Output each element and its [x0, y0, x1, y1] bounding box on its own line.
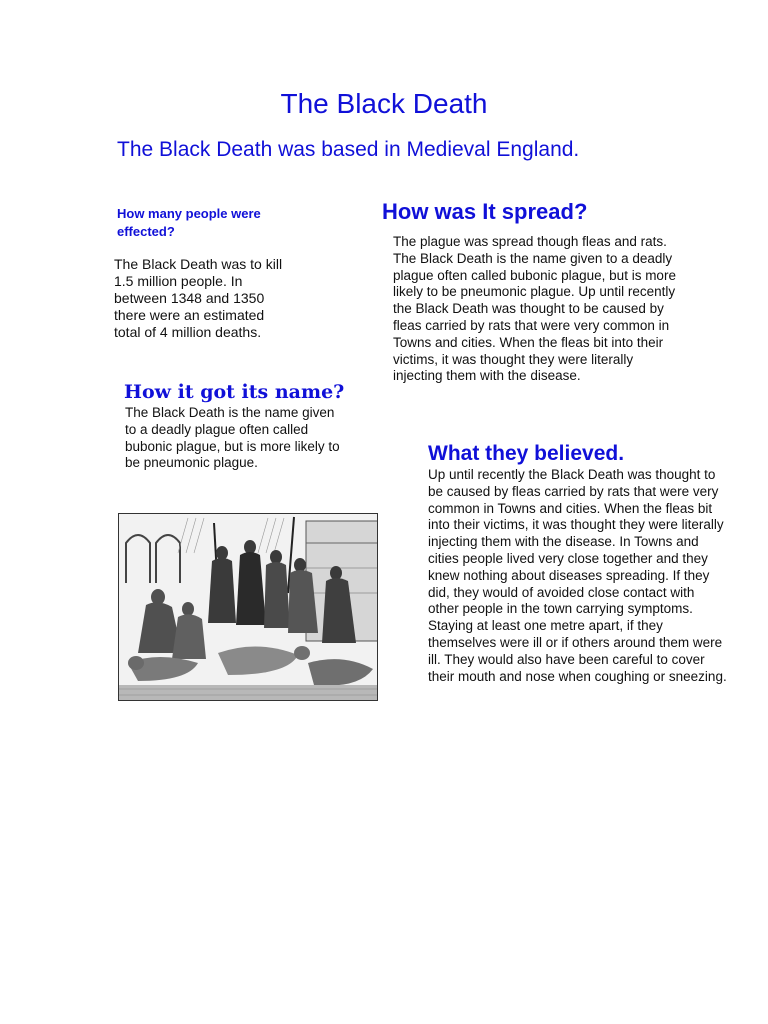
name-origin-heading: How it got its name?	[124, 381, 345, 403]
plague-engraving-illustration	[118, 513, 378, 701]
how-many-heading: How many people were effected?	[117, 206, 261, 239]
beliefs-heading: What they believed.	[428, 442, 625, 465]
spread-heading: How was It spread?	[382, 199, 588, 224]
beliefs-body: Up until recently the Black Death was thought to be caused by fleas carried by rats that were very common in Towns and cities. When the fleas bit into their victims, it was thought they were literally injecting them with the disease. In Towns and cities people lived very close together and they knew nothing about diseases spreading. If they did, they would of avoided close contact with other people in the town carrying symptoms. Staying at least one metre apart, if they themselves were ill or if others around them were ill. They would also have been careful to cover their mouth and nose when coughing or sneezing.	[428, 467, 727, 684]
page-title: The Black Death	[280, 88, 488, 119]
spread-body: The plague was spread though fleas and rats. The Black Death is the name given to a deadly plague often called bubonic plague, but is more likely to be pneumonic plague. Up until recently the Black Death was thought to be caused by fleas carried by rats that were very common in Towns and cities. When the fleas bit into their victims, it was thought they were literally injecting them with the disease.	[393, 234, 676, 384]
page-subtitle: The Black Death was based in Medieval England.	[117, 138, 580, 161]
name-origin-body: The Black Death is the name given to a deadly plague often called bubonic plague, but is more likely to be pneumonic plague.	[125, 405, 340, 471]
how-many-body: The Black Death was to kill 1.5 million people. In between 1348 and 1350 there were an estimated total of 4 million deaths.	[114, 256, 283, 340]
